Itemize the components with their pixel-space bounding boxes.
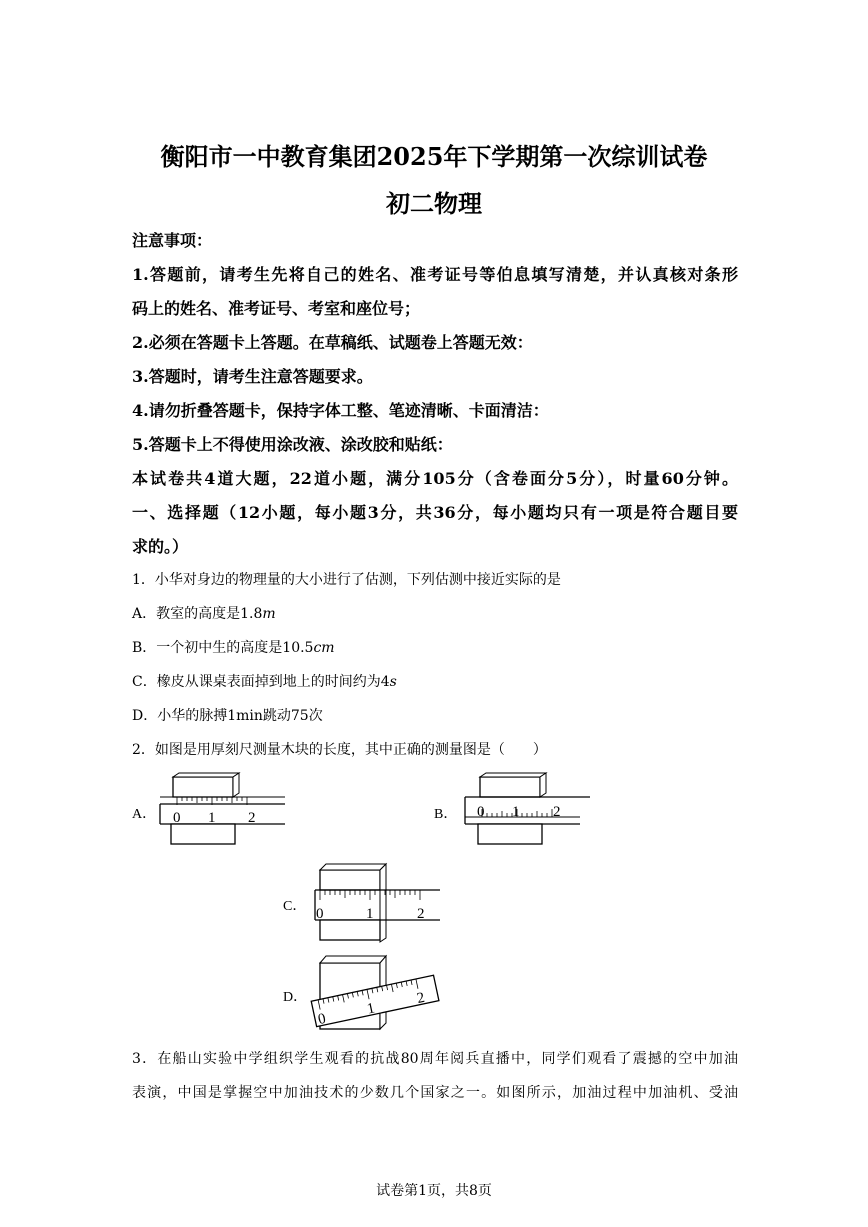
q2-label-d: D． bbox=[283, 990, 308, 1005]
q2-figure-d bbox=[310, 953, 445, 1033]
q2-d-tick-0: 0 bbox=[316, 1010, 328, 1028]
notice-item-2: 2.必须在答题卡上答题。在草稿纸、试题卷上答题无效： bbox=[132, 333, 533, 352]
q2-b-tick-0: 0 bbox=[477, 804, 485, 820]
q2-figure-c bbox=[310, 862, 445, 944]
q2-d-tick-1: 1 bbox=[365, 1000, 377, 1018]
q1-option-b: B．一个初中生的高度是10.5cm bbox=[132, 640, 335, 656]
exam-title: 衡阳市一中教育集团2025年下学期第一次综训试卷 bbox=[160, 142, 708, 171]
q2-c-tick-0: 0 bbox=[316, 906, 324, 922]
q2-figure-b bbox=[460, 772, 595, 847]
q2-figure-a bbox=[155, 772, 290, 847]
notice-item-1: 1.答题前，请考生先将自己的姓名、准考证号等伯息填写清楚，并认真核对条形 bbox=[132, 265, 738, 284]
q1-option-d: D．小华的脉搏1min跳动75次 bbox=[132, 708, 323, 724]
q2-c-tick-2: 2 bbox=[417, 906, 425, 922]
q2-label-b: B． bbox=[434, 807, 458, 822]
q2-b-tick-1: 1 bbox=[512, 804, 520, 820]
notice-heading: 注意事项： bbox=[132, 231, 213, 250]
q1-option-c: C．橡皮从课桌表面掉到地上的时间约为4s bbox=[132, 674, 397, 690]
q2-a-tick-1: 1 bbox=[208, 810, 216, 826]
q2-d-tick-2: 2 bbox=[415, 989, 427, 1007]
notice-item-3: 3.答题时，请考生注意答题要求。 bbox=[132, 367, 373, 386]
exam-summary: 本试卷共4道大题，22道小题，满分105分（含卷面分5分），时量60分钟。 bbox=[132, 469, 738, 488]
q3-stem-line1: 3．在船山实验中学组织学生观看的抗战80周年阅兵直播中，同学们观看了震撼的空中加油 bbox=[132, 1051, 738, 1067]
page-footer: 试卷第1页，共8页 bbox=[376, 1183, 492, 1199]
q2-stem: 2．如图是用厚刻尺测量木块的长度，其中正确的测量图是（ ） bbox=[132, 742, 547, 758]
exam-subject: 初二物理 bbox=[386, 189, 482, 218]
section-heading-cont: 求的。） bbox=[132, 537, 189, 556]
q3-stem-line2: 表演，中国是掌握空中加油技术的少数几个国家之一。如图所示，加油过程中加油机、受油 bbox=[132, 1085, 738, 1101]
q1-option-a: A．教室的高度是1.8m bbox=[132, 606, 276, 622]
section-heading: 一、选择题（12小题，每小题3分，共36分，每小题均只有一项是符合题目要 bbox=[132, 503, 738, 522]
q1-stem: 1．小华对身边的物理量的大小进行了估测，下列估测中接近实际的是 bbox=[132, 572, 561, 588]
q2-a-tick-2: 2 bbox=[248, 810, 256, 826]
q2-c-tick-1: 1 bbox=[366, 906, 374, 922]
notice-item-5: 5.答题卡上不得使用涂改液、涂改胶和贴纸： bbox=[132, 435, 453, 454]
q2-label-a: A． bbox=[132, 807, 157, 822]
q2-b-tick-2: 2 bbox=[553, 804, 561, 820]
q2-a-tick-0: 0 bbox=[173, 810, 181, 826]
notice-item-4: 4.请勿折叠答题卡，保持字体工整、笔迹清晰、卡面清洁： bbox=[132, 401, 549, 420]
q2-label-c: C． bbox=[283, 899, 307, 914]
notice-item-1-cont: 码上的姓名、准考证号、考室和座位号； bbox=[132, 299, 421, 318]
